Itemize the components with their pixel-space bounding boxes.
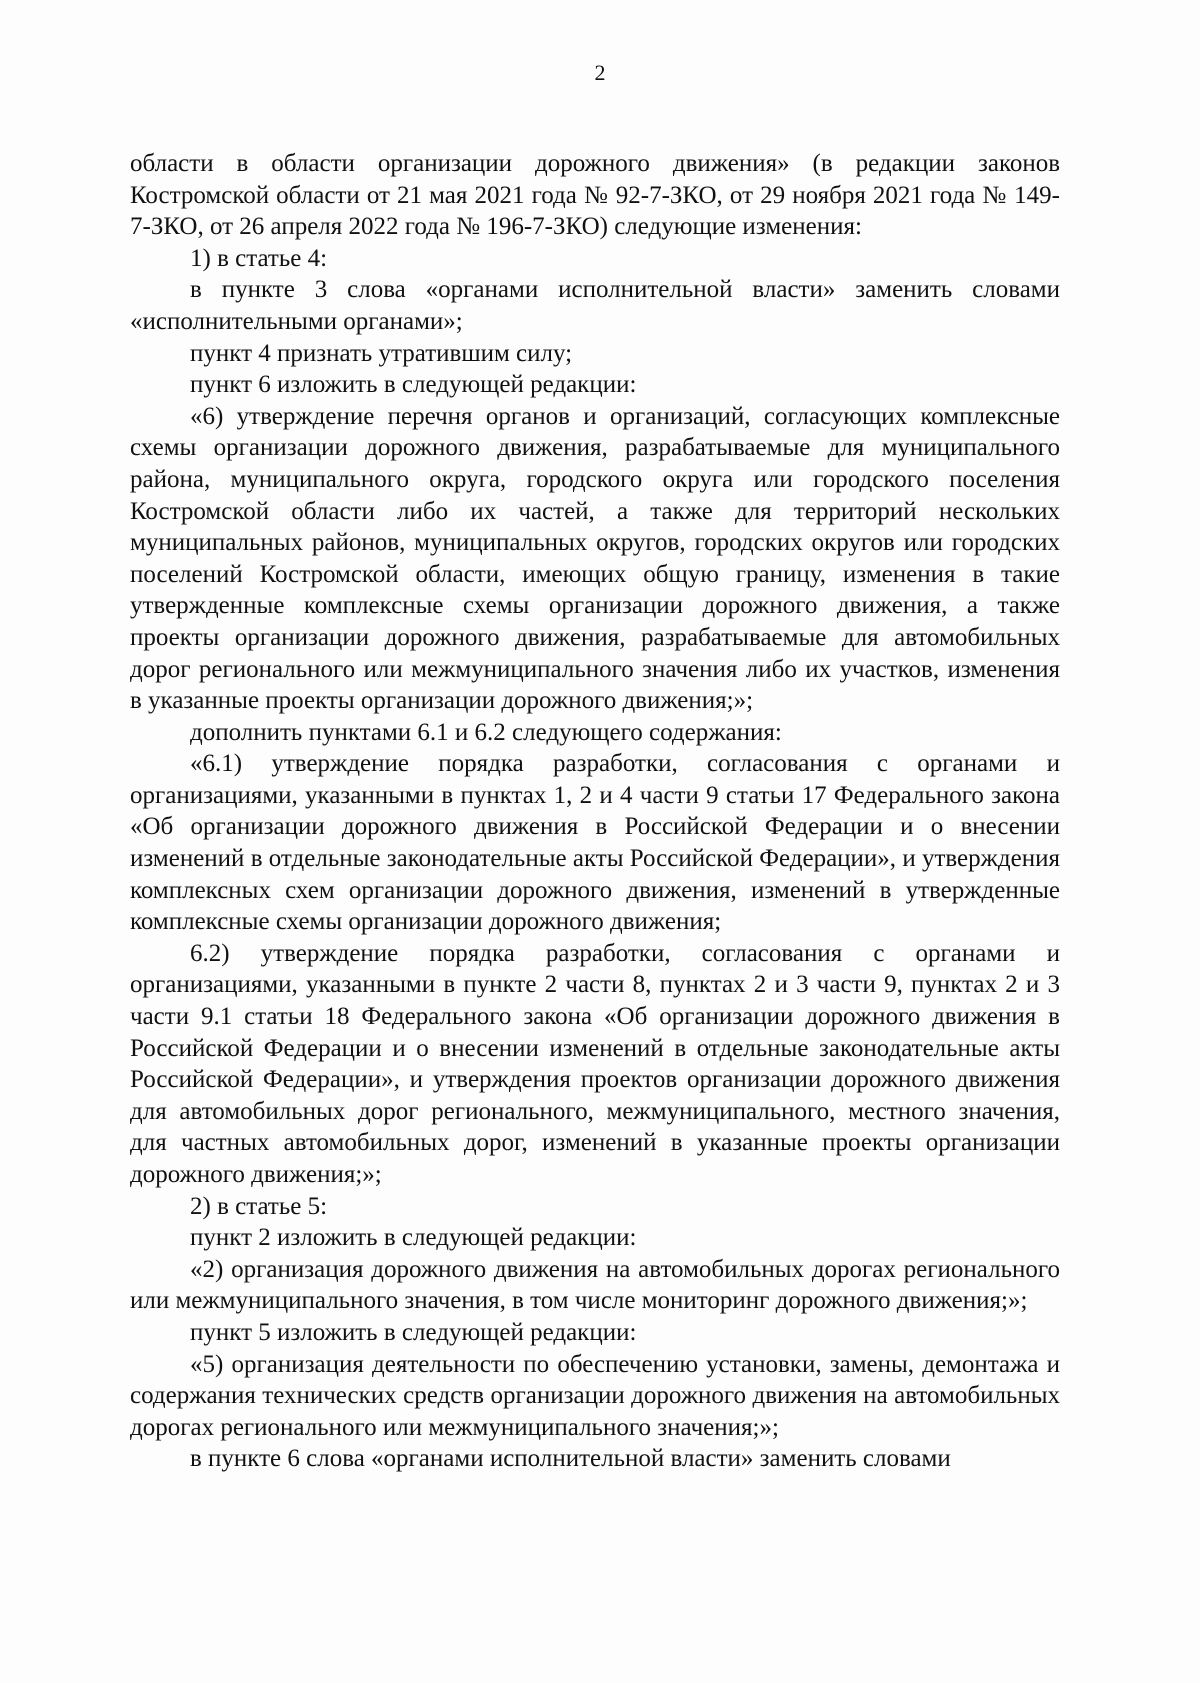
page-number: 2 bbox=[594, 60, 606, 85]
paragraph-article-5-heading: 2) в статье 5: bbox=[190, 1192, 328, 1220]
paragraph-continuation: области в области организации дорожного движения» (в редакции законов Костромской области от 21 мая 2021 года № 92-7-ЗКО, от 29 ноября 2021 года № 149-7-ЗКО, от 26 апреля 2022 года № 196-7-ЗКО) следующие изменения: bbox=[130, 150, 1060, 241]
paragraph-add-points-intro: дополнить пунктами 6.1 и 6.2 следующего содержания: bbox=[190, 718, 782, 746]
paragraph-article-5-point-2-intro: пункт 2 изложить в следующей редакции: bbox=[190, 1224, 637, 1252]
paragraph-point-5-text: «5) организация деятельности по обеспечению установки, замены, демонтажа и содержания технических средств организации дорожного движения на автомобильных дорогах регионального или межмуниципального значения;»; bbox=[130, 1350, 1060, 1441]
paragraph-point-2-text: «2) организация дорожного движения на автомобильных дорогах регионального или межмуниципального значения, в том числе мониторинг дорожного движения;»; bbox=[130, 1255, 1060, 1315]
paragraph-point-6-2: 6.2) утверждение порядка разработки, согласования с органами и организациями, указанными в пункте 2 части 8, пунктах 2 и 3 части 9, пунктах 2 и 3 части 9.1 статьи 18 Федерального закона «Об организации дорожного движения в Российской Федерации и о внесении изменений в отдельные законодательные акты Российской Федерации», и утверждения проектов организации дорожного движения для автомобильных дорог регионального, межмуниципального, местного значения, для частных автомобильных дорог, изменений в указанные проекты организации дорожного движения;»; bbox=[130, 939, 1060, 1188]
paragraph-article-5-point-6: в пункте 6 слова «органами исполнительной власти» заменить словами bbox=[190, 1445, 951, 1473]
paragraph-article-5-point-5-intro: пункт 5 изложить в следующей редакции: bbox=[190, 1318, 637, 1346]
paragraph-article-4-heading: 1) в статье 4: bbox=[190, 244, 328, 272]
document-body bbox=[130, 148, 1060, 1475]
paragraph-point-6-text: «6) утверждение перечня органов и организаций, согласующих комплексные схемы организации дорожного движения, разрабатываемые для муниципального района, муниципального округа, городского округа или городского поселения Костромской области либо их частей, а также для территорий нескольких муниципальных районов, муниципальных округов, городских округов или городских поселений Костромской области, имеющих общую границу, изменения в такие утвержденные комплексные схемы организации дорожного движения, а также проекты организации дорожного движения, разрабатываемые для автомобильных дорог регионального или межмуниципального значения либо их участков, изменения в указанные проекты организации дорожного движения;»; bbox=[130, 402, 1060, 715]
paragraph-article-4-point-3: в пункте 3 слова «органами исполнительной власти» заменить словами «исполнительными органами»; bbox=[130, 276, 1060, 335]
paragraph-point-6-1: «6.1) утверждение порядка разработки, согласования с органами и организациями, указанными в пунктах 1, 2 и 4 части 9 статьи 17 Федерального закона «Об организации дорожного движения в Российской Федерации и о внесении изменений в отдельные законодательные акты Российской Федерации», и утверждения комплексных схем организации дорожного движения, изменений в утвержденные комплексные схемы организации дорожного движения; bbox=[130, 750, 1060, 936]
paragraph-article-4-point-4: пункт 4 признать утратившим силу; bbox=[190, 339, 573, 367]
paragraph-article-4-point-6-intro: пункт 6 изложить в следующей редакции: bbox=[190, 371, 637, 399]
